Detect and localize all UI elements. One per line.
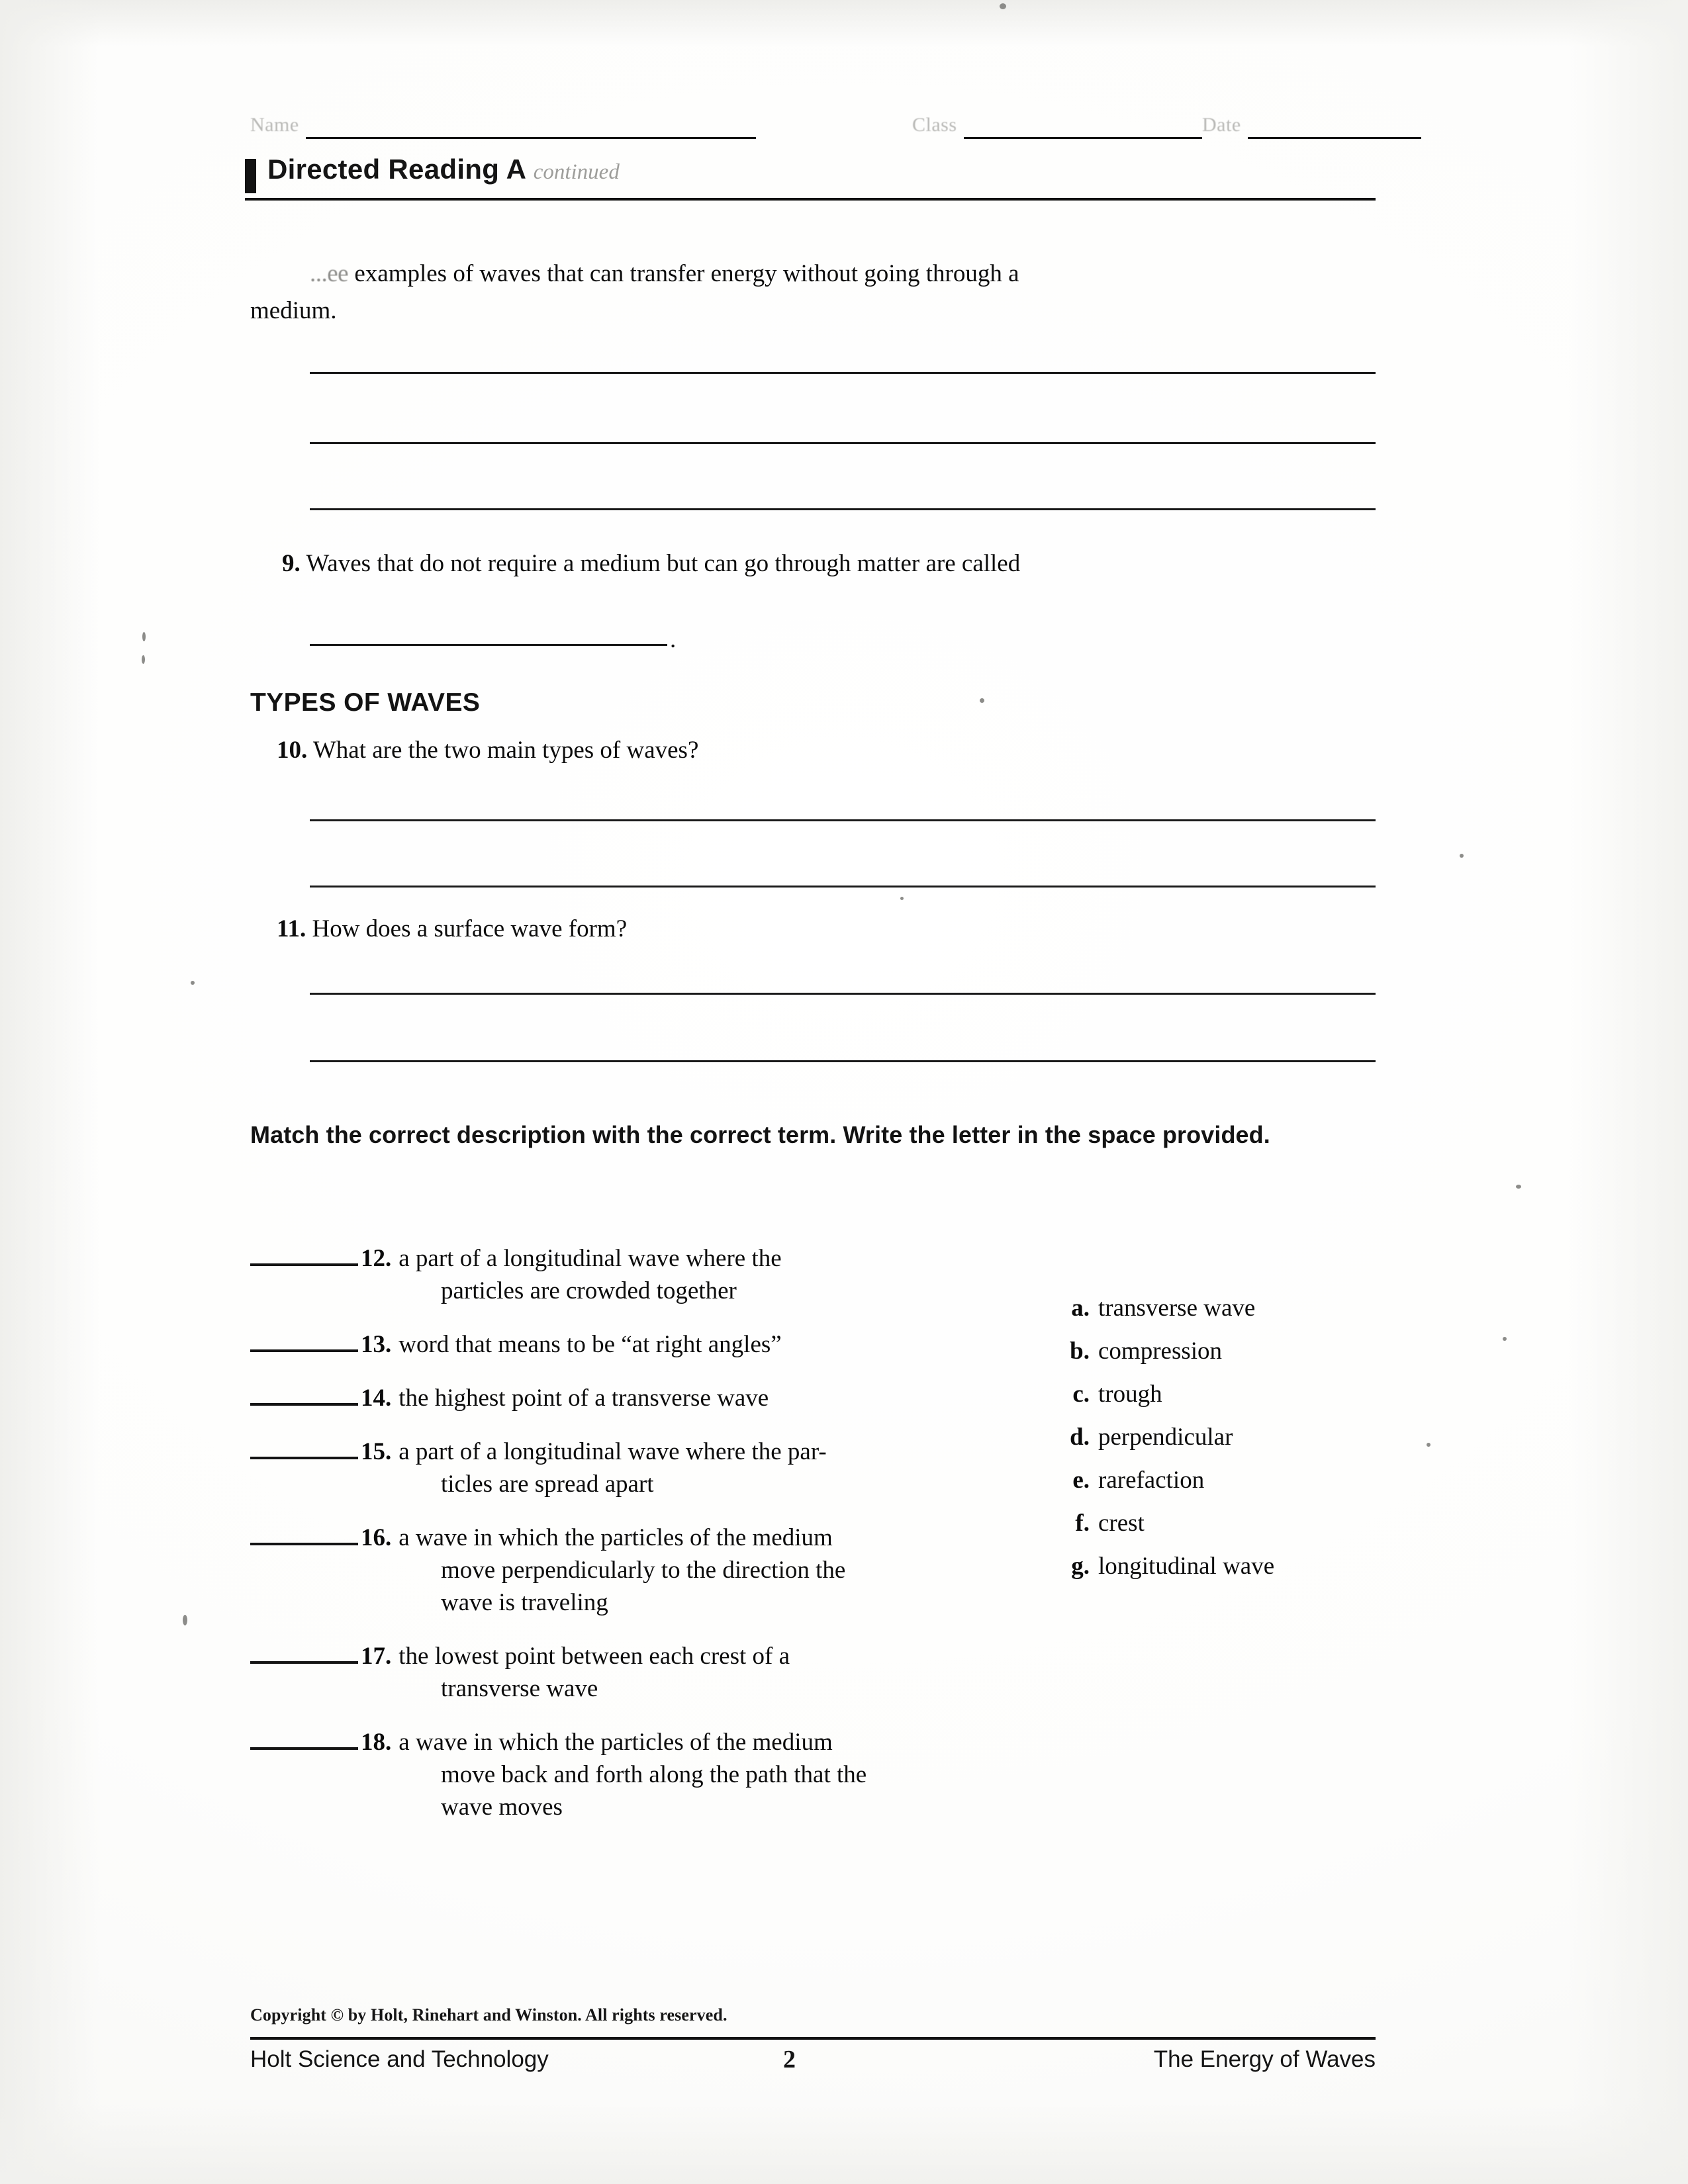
section-heading: TYPES OF WAVES <box>250 688 481 717</box>
match-item-line1: a part of a longitudinal wave where the <box>399 1245 782 1272</box>
match-item-number: 17. <box>361 1643 392 1670</box>
question-11-number: 11. <box>277 915 306 942</box>
match-item-line2: particles are crowded together <box>441 1277 737 1304</box>
lead-in-line2: medium. <box>250 297 337 324</box>
match-item-line1: a wave in which the particles of the medium <box>399 1729 833 1756</box>
choice-term: transverse wave <box>1098 1295 1256 1322</box>
match-item-line1: the lowest point between each crest of a <box>399 1643 790 1670</box>
match-item <box>250 1327 1031 1361</box>
worksheet-title-text: Directed Reading A <box>267 154 526 185</box>
choice-letter: c. <box>1072 1381 1090 1408</box>
page-footer <box>250 2046 1376 2086</box>
page-title <box>267 154 620 185</box>
header-tab-marker <box>245 159 256 193</box>
class-blank-rule[interactable] <box>964 137 1202 139</box>
answer-rule[interactable] <box>310 1060 1376 1062</box>
choice-option-b <box>1059 1337 1364 1365</box>
match-answer-blank[interactable] <box>250 1520 358 1545</box>
choice-letter: g. <box>1071 1553 1090 1580</box>
choice-letter: d. <box>1070 1424 1090 1451</box>
answer-rule[interactable] <box>310 372 1376 374</box>
scan-speck <box>191 981 195 985</box>
question-11 <box>277 913 627 945</box>
answer-rule[interactable] <box>310 819 1376 821</box>
match-item-line3: wave moves <box>441 1794 563 1821</box>
question-9-text: Waves that do not require a medium but can go through matter are called <box>306 550 1021 577</box>
date-field[interactable] <box>1202 116 1421 139</box>
page-number: 2 <box>783 2046 796 2073</box>
choice-letter: a. <box>1071 1295 1090 1322</box>
footer-divider <box>250 2037 1376 2040</box>
choice-letter: b. <box>1070 1338 1090 1365</box>
match-item <box>250 1639 1031 1705</box>
scan-speck <box>183 1615 187 1625</box>
scan-speck <box>142 632 146 641</box>
choice-letter: f. <box>1075 1510 1090 1537</box>
date-label: Date <box>1202 114 1241 136</box>
date-blank-rule[interactable] <box>1248 137 1421 139</box>
scan-speck <box>1516 1185 1521 1189</box>
choice-term: rarefaction <box>1098 1467 1205 1494</box>
match-answer-blank[interactable] <box>250 1434 358 1459</box>
answer-rule[interactable] <box>310 442 1376 444</box>
match-item-line2: move perpendicularly to the direction the <box>441 1557 846 1584</box>
answer-rule[interactable] <box>310 508 1376 510</box>
match-item <box>250 1520 1031 1619</box>
match-item-number: 16. <box>361 1524 392 1551</box>
match-item-number: 14. <box>361 1385 392 1412</box>
choice-option-a <box>1059 1294 1364 1322</box>
match-item-number: 13. <box>361 1331 392 1358</box>
name-blank-rule[interactable] <box>306 137 756 139</box>
match-item-line1: a part of a longitudinal wave where the par- <box>399 1438 827 1465</box>
scan-speck <box>1460 854 1464 858</box>
match-item-line1: word that means to be “at right angles” <box>399 1331 782 1358</box>
match-answer-blank[interactable] <box>250 1327 358 1352</box>
match-item <box>250 1434 1031 1500</box>
match-item-number: 18. <box>361 1729 392 1756</box>
match-item-line2: transverse wave <box>441 1675 598 1702</box>
match-item <box>250 1725 1031 1823</box>
match-item-line3: wave is traveling <box>441 1589 608 1616</box>
page-content <box>250 0 1376 2184</box>
name-field[interactable] <box>250 116 756 139</box>
match-answer-blank[interactable] <box>250 1241 358 1266</box>
scan-shadow-right <box>1569 0 1688 2184</box>
match-item <box>250 1381 1031 1414</box>
term-choice-bank <box>1059 1294 1364 1595</box>
period-mark: . <box>670 626 677 653</box>
match-instruction: Match the correct description with the correct term. Write the letter in the space provided. <box>250 1121 1270 1148</box>
choice-option-f <box>1059 1509 1364 1537</box>
match-answer-blank[interactable] <box>250 1725 358 1750</box>
question-9-number: 9. <box>282 550 301 577</box>
match-item-line2: move back and forth along the path that the <box>441 1761 867 1788</box>
question-9-answer-blank[interactable] <box>310 626 677 653</box>
scan-speck <box>1503 1337 1507 1341</box>
class-field[interactable] <box>912 116 1202 139</box>
scan-speck <box>1427 1443 1430 1447</box>
continued-label: continued <box>533 160 620 184</box>
answer-rule[interactable] <box>310 644 667 646</box>
match-item-list <box>250 1241 1031 1843</box>
match-item-line1: the highest point of a transverse wave <box>399 1385 769 1412</box>
match-item-line1: a wave in which the particles of the medium <box>399 1524 833 1551</box>
match-answer-blank[interactable] <box>250 1639 358 1664</box>
scan-shadow-left <box>0 0 99 2184</box>
question-9 <box>282 548 1020 580</box>
match-answer-blank[interactable] <box>250 1381 358 1406</box>
answer-rule[interactable] <box>310 993 1376 995</box>
choice-option-d <box>1059 1423 1364 1451</box>
class-label: Class <box>912 114 957 136</box>
choice-term: compression <box>1098 1338 1223 1365</box>
header-divider <box>245 198 1376 201</box>
choice-term: perpendicular <box>1098 1424 1233 1451</box>
chapter-title: The Energy of Waves <box>1153 2046 1376 2072</box>
match-item-line2: ticles are spread apart <box>441 1471 654 1498</box>
lead-in-text <box>250 255 1376 330</box>
match-item-number: 12. <box>361 1245 392 1272</box>
copyright-notice: Copyright © by Holt, Rinehart and Winston. All rights reserved. <box>250 2005 727 2025</box>
header-fields <box>250 99 1376 139</box>
scan-speck <box>142 655 145 664</box>
choice-option-e <box>1059 1466 1364 1494</box>
match-item-number: 15. <box>361 1438 392 1465</box>
choice-letter: e. <box>1072 1467 1090 1494</box>
choice-option-c <box>1059 1380 1364 1408</box>
question-10 <box>277 735 698 766</box>
match-item <box>250 1241 1031 1307</box>
worksheet-header <box>245 154 1376 204</box>
name-label: Name <box>250 114 299 136</box>
choice-term: crest <box>1098 1510 1145 1537</box>
choice-term: trough <box>1098 1381 1162 1408</box>
lead-in-faded-start: ...ee <box>310 260 349 287</box>
answer-rule[interactable] <box>310 886 1376 887</box>
book-title: Holt Science and Technology <box>250 2046 549 2072</box>
question-10-text: What are the two main types of waves? <box>312 737 699 764</box>
question-11-text: How does a surface wave form? <box>312 915 628 942</box>
lead-in-line1: examples of waves that can transfer energy without going through a <box>354 260 1019 287</box>
question-10-number: 10. <box>277 737 308 764</box>
choice-option-g <box>1059 1552 1364 1580</box>
choice-term: longitudinal wave <box>1098 1553 1275 1580</box>
